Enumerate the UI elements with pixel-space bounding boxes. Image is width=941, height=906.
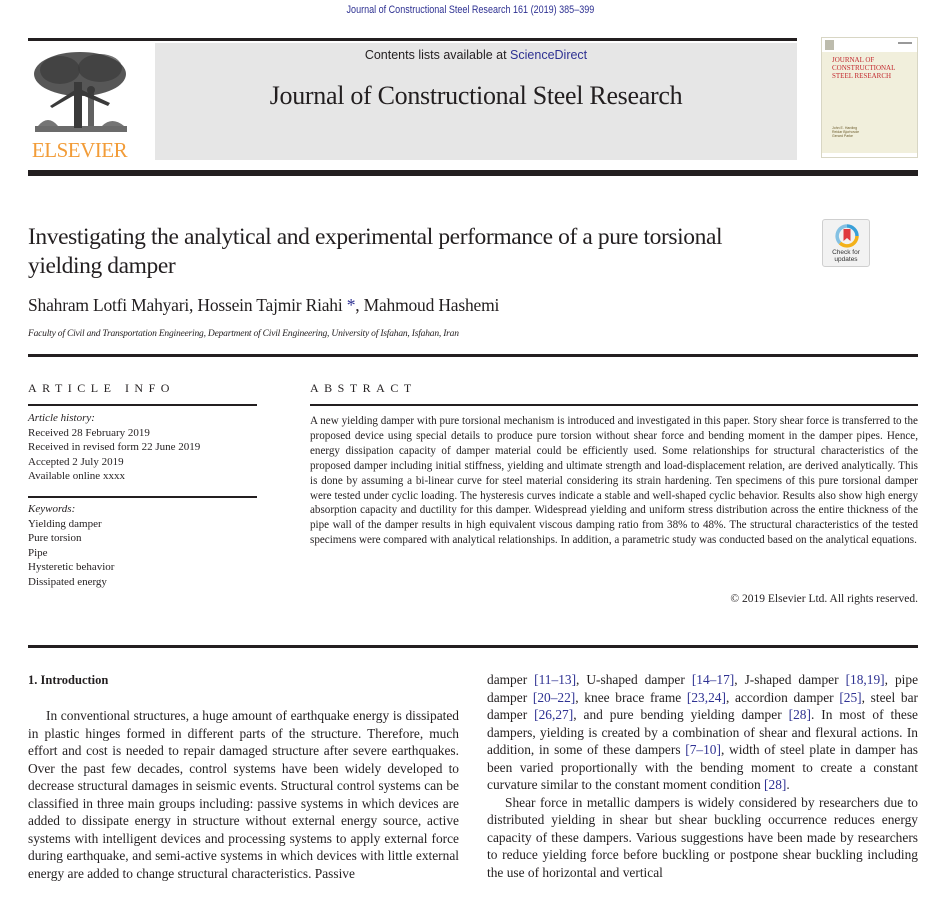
affiliation: Faculty of Civil and Transportation Engineering, Department of Civil Engineering, University of Isfahan, Isfahan, Iran — [28, 329, 459, 339]
sciencedirect-link[interactable]: ScienceDirect — [510, 48, 588, 62]
elsevier-wordmark: ELSEVIER — [31, 138, 128, 162]
running-head[interactable]: Journal of Constructional Steel Research 161 (2019) 385–399 — [346, 4, 595, 16]
keyword-item: Dissipated energy — [28, 575, 107, 588]
authors-text: Shahram Lotfi Mahyari, Hossein Tajmir Riahi — [28, 295, 347, 315]
body-text: . — [786, 777, 790, 792]
citation-link[interactable]: [11–13] — [534, 672, 577, 687]
cover-header-strip — [822, 38, 917, 52]
history-item: Accepted 2 July 2019 — [28, 455, 124, 468]
cover-title-line: CONSTRUCTIONAL — [832, 64, 896, 72]
cover-editor: Reidar Bjorhovde — [832, 130, 860, 134]
masthead-bottom-rule — [28, 170, 918, 176]
cover-footer-strip — [822, 153, 917, 157]
elsevier-logo[interactable] — [28, 48, 131, 160]
citation-link[interactable]: [23,24] — [686, 689, 726, 705]
body-text: damper — [487, 672, 535, 687]
author-list — [28, 295, 499, 316]
journal-banner — [155, 43, 797, 160]
check-updates-line: updates — [834, 256, 858, 263]
cover-editor: Gerard Parke — [832, 134, 854, 138]
check-updates-line: Check for — [832, 249, 860, 256]
contents-line — [155, 48, 797, 62]
intro-paragraph — [487, 671, 918, 794]
citation-link[interactable]: [28] — [764, 777, 787, 792]
body-text: , U-shaped damper — [576, 672, 692, 687]
article-info-rule — [28, 404, 257, 406]
cover-emblem-icon — [825, 40, 834, 50]
masthead-top-rule — [28, 38, 797, 41]
citation-link[interactable]: [25] — [839, 689, 862, 705]
body-text: , J-shaped damper — [734, 672, 846, 687]
intro-paragraph: Shear force in metallic dampers is widely considered by researchers due to distributed yielding in shear but shear buckling occurrence reduces energy capacity of these dampers. Various suggestions have been made by researchers to reduce yielding force before buckling or postpone shear buckling including the use of horizontal and vertical — [487, 794, 918, 880]
journal-title[interactable]: Journal of Constructional Steel Research — [269, 81, 683, 110]
cover-title-line: JOURNAL OF — [832, 56, 875, 64]
keyword-item: Hysteretic behavior — [28, 561, 115, 574]
citation-link[interactable]: [26,27] — [534, 707, 574, 722]
journal-cover-thumbnail[interactable] — [821, 37, 918, 158]
introduction-heading: 1. Introduction — [28, 673, 109, 687]
body-text: , knee brace frame — [575, 689, 687, 705]
cover-issn-mark — [898, 42, 912, 44]
check-for-updates-button[interactable] — [822, 219, 870, 267]
article-history-heading: Article history: — [28, 412, 95, 424]
citation-link[interactable]: [28] — [788, 707, 811, 722]
article-title: Investigating the analytical and experimental performance of a pure torsional yielding damper — [28, 224, 723, 279]
keyword-item: Pipe — [28, 546, 48, 559]
keyword-item: Yielding damper — [28, 517, 102, 530]
history-item: Received in revised form 22 June 2019 — [28, 441, 201, 454]
body-column-right — [487, 671, 918, 881]
cover-title — [832, 56, 895, 80]
body-text: . In most of these dampers, yielding is created by a combination of shear and flexural actions. In addition, in some of these dampers — [487, 707, 919, 757]
article-info-heading: ARTICLE INFO — [28, 381, 175, 395]
body-divider — [28, 645, 918, 648]
cover-editor: John E. Harding — [832, 126, 858, 130]
corresponding-author-link[interactable]: * — [346, 295, 356, 315]
body-text: , width of steel plate in damper has been varied proportionally with the bending moment to create a constant curvature similar to the constant moment condition — [487, 742, 918, 792]
citation-link[interactable]: [18,19] — [845, 672, 885, 687]
history-item: Available online xxxx — [28, 470, 125, 483]
copyright-notice: © 2019 Elsevier Ltd. All rights reserved. — [730, 593, 918, 605]
elsevier-tree-icon — [30, 48, 130, 138]
abstract-heading: ABSTRACT — [310, 381, 417, 395]
abstract-rule — [310, 404, 918, 406]
keyword-item: Pure torsion — [28, 532, 82, 545]
cover-editors — [832, 126, 859, 138]
intro-paragraph: In conventional structures, a huge amount of earthquake energy is dissipated in plastic hinges formed in different parts of the structure. Therefore, much effort and cost is needed to repair damaged structure after severe earthquakes. Over the past few decades, control systems have been widely developed to decrease structural damages in seismic events. Structural control systems can be classified in three main groups including: passive systems in which devices are added to dissipate energy in structure without external energy source, active systems with intelligent devices and processing systems to apply external force during earthquake, and semi-active systems in which devices with little external energy are added to change structural characteristics. Passive — [28, 708, 459, 881]
body-column-left — [28, 707, 459, 882]
keywords-rule — [28, 496, 257, 498]
body-text: , pipe damper — [487, 672, 919, 705]
body-text: , and pure bending yielding damper — [573, 707, 789, 722]
keywords — [28, 502, 114, 590]
article-history — [28, 411, 200, 484]
body-text: , accordion damper — [725, 689, 840, 705]
history-item: Received 28 February 2019 — [28, 426, 150, 439]
citation-link[interactable]: [7–10] — [685, 742, 721, 757]
citation-link[interactable]: [20–22] — [532, 689, 576, 705]
body-text: , steel bar damper — [487, 689, 918, 722]
section-divider — [28, 354, 918, 357]
contents-prefix: Contents lists available at — [364, 48, 511, 62]
crossmark-icon — [835, 224, 859, 248]
authors-text: , Mahmoud Hashemi — [355, 295, 500, 315]
check-for-updates-label — [823, 249, 869, 263]
cover-title-line: STEEL RESEARCH — [832, 72, 892, 80]
citation-link[interactable]: [14–17] — [691, 672, 735, 687]
keywords-heading: Keywords: — [28, 503, 76, 515]
abstract-text: A new yielding damper with pure torsional mechanism is introduced and investigated in this paper. Story shear force is transferred to the proposed device using special details to produce pure torsion without shear force and bending moment in the damper pipes. Hence, energy dissipation capacity of damper material could be efficiently used. Some relationships for structural characteristics of the proposed damper including initial stiffness, yielding and ultimate strength and load-displacement relation, are derived analytically. This is done by assuming a bi-linear curve for steel material considering its strain hardening. Ten specimens of this pure torsional damper were tested under cyclic loading. The hysteresis curves indicate a stable and well-shaped cyclic behavior. Results also show high energy absorption capacity and ductility for this damper. Widespread yielding and uniform stress distribution across the entire thickness of the pipe wall of the damper results in high equivalent viscous damping ratio from 38% to 48%. The structural characteristics of the tested specimens were compared with analytical relationships. In addition, a parametric study was conducted based on the analytical equations. — [310, 415, 918, 547]
